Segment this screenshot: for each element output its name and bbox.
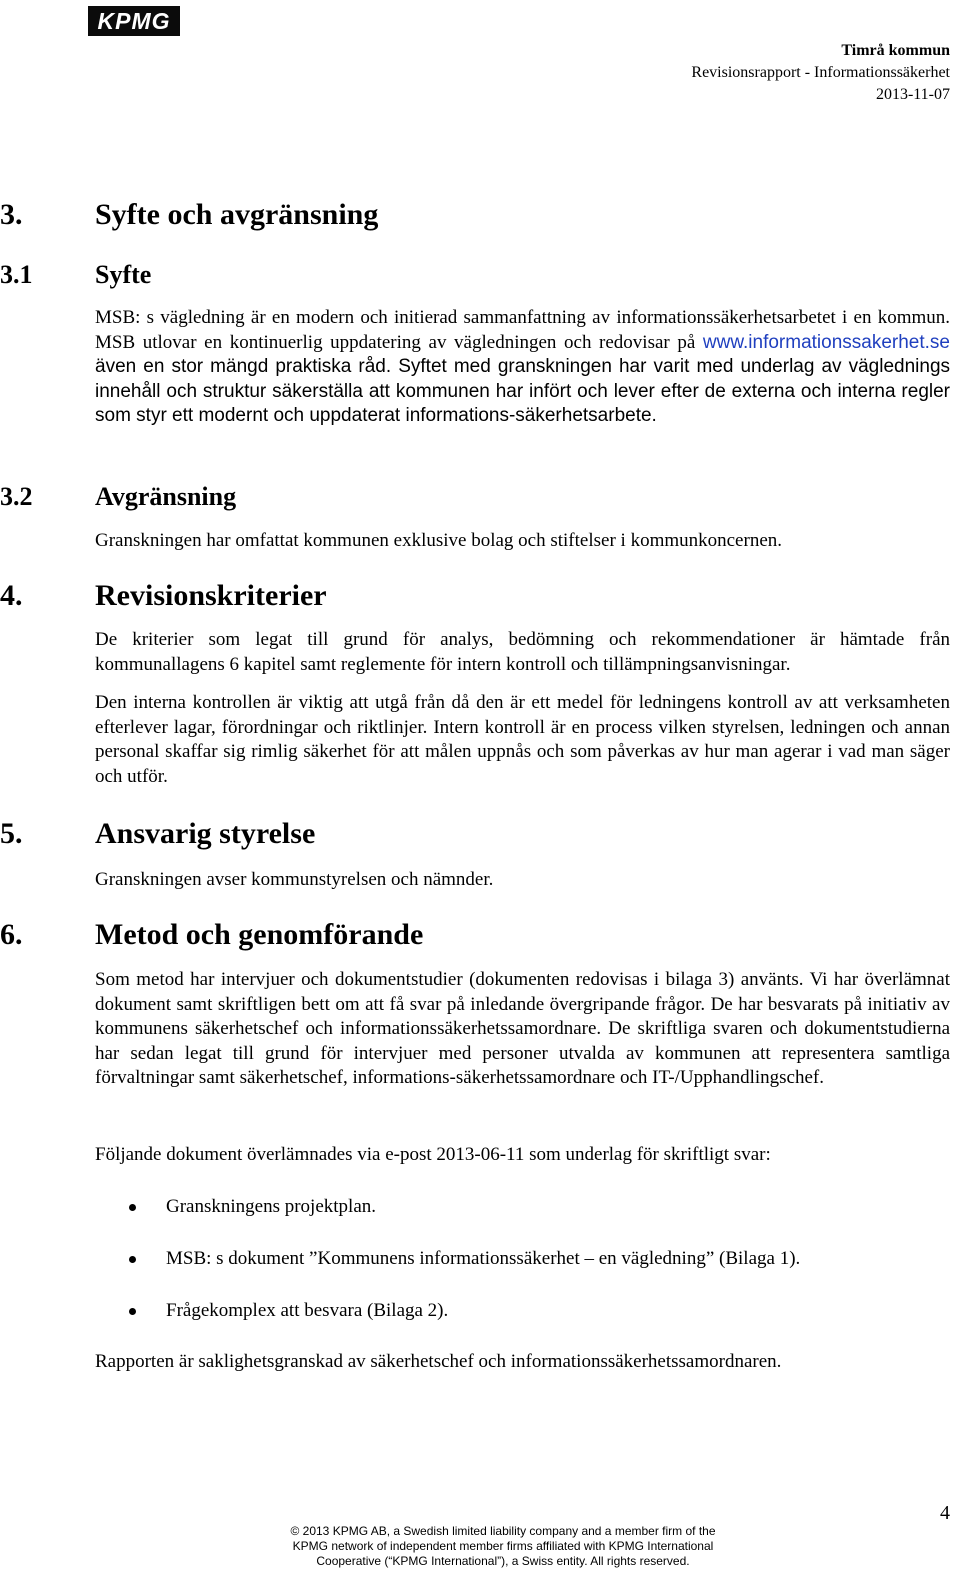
section-5-title: Ansvarig styrelse	[95, 817, 316, 850]
list-item	[95, 1195, 950, 1219]
section-3-1-paragraph	[95, 306, 950, 429]
list-item-text: Granskningens projektplan.	[166, 1196, 377, 1217]
section-3-title: Syfte och avgränsning	[95, 198, 379, 231]
section-4-title: Revisionskriterier	[95, 579, 327, 612]
section-3-1-text-c: Syftet med granskningen har varit med underlag av väglednings innehåll och struktur säkerställa att kommunen har infört och lever efter de externa och interna regler som styr ett modernt och uppdaterat informations-säkerhetsarbete.	[95, 356, 951, 426]
footer-line-1: © 2013 KPMG AB, a Swedish limited liability company and a member firm of the	[290, 1524, 716, 1538]
document-list	[95, 1195, 950, 1351]
list-item-text: MSB: s dokument ”Kommunens informationssäkerhet – en vägledning” (Bilaga 1).	[166, 1248, 801, 1269]
section-3-1-number: 3.1	[0, 260, 33, 289]
section-3-1-text-b: även en stor mängd praktiska råd.	[95, 356, 392, 377]
section-4-heading	[0, 579, 327, 613]
msb-website-link[interactable]: www.informationssakerhet.se	[702, 331, 950, 353]
section-3-2-number: 3.2	[0, 482, 33, 511]
section-5-number: 5.	[0, 817, 23, 850]
header-report-title: Revisionsrapport - Informationssäkerhet	[691, 64, 950, 81]
section-5-paragraph: Granskningen avser kommunstyrelsen och nämnder.	[95, 869, 494, 890]
section-4-paragraph-1: De kriterier som legat till grund för analys, bedömning och rekommendationer är hämtade från kommunallagens 6 kapitel samt reglemente för intern kontroll och tillämpningsanvisningar.	[95, 629, 950, 675]
kpmg-logo: KPMG	[88, 6, 180, 36]
section-3-2-paragraph: Granskningen har omfattat kommunen exklusive bolag och stiftelser i kommunkoncernen.	[95, 530, 782, 551]
bullet-icon	[129, 1256, 136, 1263]
bullet-icon	[129, 1204, 136, 1211]
section-3-2-title: Avgränsning	[95, 482, 237, 511]
section-3-heading	[0, 198, 378, 232]
list-item	[95, 1299, 950, 1323]
footer-line-2: KPMG network of independent member firms affiliated with KPMG International	[292, 1539, 714, 1553]
section-4-number: 4.	[0, 579, 23, 612]
page-header	[691, 40, 950, 106]
section-3-number: 3.	[0, 198, 23, 231]
footer-line-3: Cooperative (“KPMG International”), a Swiss entity. All rights reserved.	[316, 1554, 690, 1568]
page-number: 4	[940, 1502, 950, 1524]
section-6-paragraph-2: Följande dokument överlämnades via e-post 2013-06-11 som underlag för skriftligt svar:	[95, 1144, 771, 1165]
section-4-paragraph-2: Den interna kontrollen är viktig att utgå från då den är ett medel för ledningens kontroll av att verksamheten efterlever lagar, förordningar och riktlinjer. Intern kontroll är en process vilken styrelsen, ledningen och annan personal skaffar sig rimlig säkerhet för att målen uppnås och som påverkas av hur man agerar i vad man säger och utför.	[95, 692, 950, 787]
section-3-2-heading	[0, 482, 236, 512]
list-item-text: Frågekomplex att besvara (Bilaga 2).	[166, 1300, 449, 1321]
section-6-title: Metod och genomförande	[95, 918, 424, 951]
header-date: 2013-11-07	[875, 86, 950, 103]
list-item	[95, 1247, 950, 1271]
section-6-paragraph-1: Som metod har intervjuer och dokumentstudier (dokumenten redovisas i bilaga 3) använts. Vi har överlämnat dokument samt skriftligen bett om att få svar på inledande övergripande frågor. De har besvarats på initiativ av kommunens säkerhetschef och informationssäkerhetssamordnare. De skriftliga svaren och dokumentstudierna har sedan legat till grund för intervjuer med personer utvalda av kommunen att representera samtliga förvaltningar samt säkerhetschef, informations-säkerhetssamordnare och IT-/Upphandlingschef.	[95, 969, 950, 1088]
header-organization: Timrå kommun	[841, 42, 950, 59]
section-3-1-text-a: MSB: s vägledning är en modern och initierad sammanfattning av informationssäkerhetsarbetet i en kommun. MSB utlovar en kontinuerlig uppdatering av vägledningen och redovisar på	[95, 307, 950, 353]
copyright-footer	[288, 1524, 718, 1569]
section-3-1-heading	[0, 260, 151, 290]
section-6-number: 6.	[0, 918, 23, 951]
section-6-paragraph-3: Rapporten är saklighetsgranskad av säkerhetschef och informationssäkerhetssamordnaren.	[95, 1351, 782, 1372]
section-6-heading	[0, 918, 423, 952]
bullet-icon	[129, 1308, 136, 1315]
section-5-heading	[0, 817, 315, 851]
section-3-1-title: Syfte	[95, 260, 152, 289]
